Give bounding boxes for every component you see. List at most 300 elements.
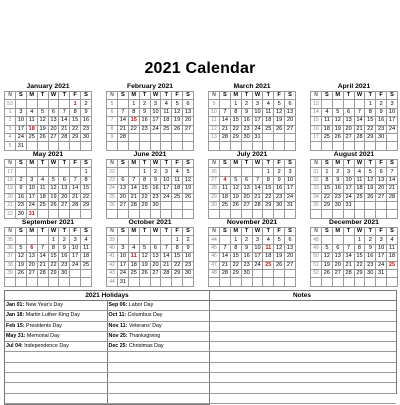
day-cell: 14 bbox=[37, 253, 48, 261]
weekday-header: M bbox=[230, 160, 241, 168]
day-cell: 3 bbox=[285, 168, 296, 176]
weekday-header: T bbox=[241, 160, 252, 168]
day-cell: 6 bbox=[285, 100, 296, 108]
day-cell: 3 bbox=[387, 100, 398, 108]
day-cell: 30 bbox=[183, 269, 194, 277]
month-grid bbox=[4, 227, 92, 287]
day-cell: 1 bbox=[48, 236, 59, 244]
day-cell: 30 bbox=[365, 269, 376, 277]
day-cell: 11 bbox=[37, 185, 48, 193]
holiday-date: Nov 11: bbox=[108, 322, 128, 329]
day-cell bbox=[26, 100, 37, 108]
day-cell: 24 bbox=[376, 261, 387, 269]
day-cell: 22 bbox=[70, 125, 81, 133]
day-cell: 11 bbox=[26, 117, 37, 125]
week-number bbox=[209, 210, 220, 218]
weekday-header: S bbox=[183, 160, 194, 168]
week-number: 24 bbox=[107, 185, 118, 193]
week-number-header: N bbox=[107, 92, 118, 100]
weekday-header: T bbox=[343, 92, 354, 100]
day-cell bbox=[343, 278, 354, 286]
day-cell bbox=[150, 236, 161, 244]
day-cell bbox=[37, 210, 48, 218]
day-cell bbox=[263, 142, 274, 150]
week-number: 21 bbox=[5, 201, 16, 209]
day-cell: 7 bbox=[220, 108, 231, 116]
day-cell: 16 bbox=[376, 117, 387, 125]
week-number: 35 bbox=[311, 201, 322, 209]
weekday-header: F bbox=[70, 92, 81, 100]
holiday-entry bbox=[107, 311, 209, 321]
holiday-entry bbox=[107, 393, 209, 403]
day-cell: 20 bbox=[241, 193, 252, 201]
holiday-name: Veterans' Day bbox=[128, 322, 162, 329]
weekday-header: S bbox=[387, 160, 398, 168]
day-cell: 16 bbox=[183, 253, 194, 261]
notes-line[interactable] bbox=[208, 332, 396, 342]
day-cell bbox=[172, 142, 183, 150]
weekday-header: T bbox=[241, 228, 252, 236]
day-cell: 29 bbox=[81, 201, 92, 209]
day-cell: 4 bbox=[37, 176, 48, 184]
day-cell: 23 bbox=[81, 125, 92, 133]
day-cell: 21 bbox=[387, 185, 398, 193]
day-cell: 17 bbox=[26, 193, 37, 201]
weekday-header: T bbox=[139, 160, 150, 168]
weekday-header: T bbox=[37, 228, 48, 236]
day-cell: 8 bbox=[81, 176, 92, 184]
month-name: June 2021 bbox=[133, 151, 167, 158]
day-cell: 11 bbox=[220, 185, 231, 193]
day-cell bbox=[376, 142, 387, 150]
day-cell: 23 bbox=[139, 125, 150, 133]
holiday-row bbox=[5, 383, 209, 393]
week-number: 23 bbox=[107, 176, 118, 184]
day-cell: 3 bbox=[343, 168, 354, 176]
day-cell: 9 bbox=[365, 244, 376, 252]
week-number: 39 bbox=[5, 269, 16, 277]
day-cell: 18 bbox=[161, 117, 172, 125]
holiday-date: Oct 11: bbox=[108, 312, 127, 319]
day-cell bbox=[332, 142, 343, 150]
week-number: 28 bbox=[209, 185, 220, 193]
day-cell: 3 bbox=[376, 236, 387, 244]
day-cell bbox=[150, 133, 161, 141]
day-cell bbox=[118, 142, 129, 150]
week-number: 36 bbox=[5, 244, 16, 252]
day-cell: 21 bbox=[220, 261, 231, 269]
week-number: 5 bbox=[5, 142, 16, 150]
day-cell: 19 bbox=[37, 125, 48, 133]
day-cell: 21 bbox=[220, 125, 231, 133]
day-cell: 29 bbox=[230, 269, 241, 277]
week-number bbox=[311, 278, 322, 286]
day-cell bbox=[332, 100, 343, 108]
day-cell: 17 bbox=[70, 253, 81, 261]
day-cell: 22 bbox=[263, 193, 274, 201]
day-cell: 25 bbox=[263, 125, 274, 133]
holiday-name: Thanksgiving bbox=[129, 333, 161, 340]
day-cell: 31 bbox=[252, 133, 263, 141]
day-cell bbox=[48, 100, 59, 108]
weekday-header: T bbox=[161, 228, 172, 236]
day-cell: 22 bbox=[230, 125, 241, 133]
week-number: 5 bbox=[107, 100, 118, 108]
holiday-name: Christmas Day bbox=[128, 343, 164, 350]
day-cell: 9 bbox=[81, 108, 92, 116]
day-cell bbox=[70, 269, 81, 277]
day-cell: 3 bbox=[252, 236, 263, 244]
weekday-header: T bbox=[161, 160, 172, 168]
holiday-row bbox=[5, 362, 209, 372]
day-cell: 22 bbox=[322, 193, 333, 201]
day-cell: 26 bbox=[183, 193, 194, 201]
day-cell: 15 bbox=[354, 253, 365, 261]
notes-line[interactable] bbox=[208, 394, 396, 404]
day-cell: 21 bbox=[70, 193, 81, 201]
day-cell: 24 bbox=[387, 125, 398, 133]
week-number: 12 bbox=[209, 125, 220, 133]
day-cell: 18 bbox=[81, 253, 92, 261]
day-cell: 29 bbox=[230, 133, 241, 141]
holiday-entry bbox=[107, 373, 209, 383]
month-grid bbox=[106, 227, 194, 287]
day-cell bbox=[230, 278, 241, 286]
holiday-entry bbox=[5, 352, 107, 362]
day-cell bbox=[37, 168, 48, 176]
day-cell bbox=[263, 210, 274, 218]
day-cell: 5 bbox=[37, 108, 48, 116]
day-cell: 31 bbox=[376, 269, 387, 277]
day-cell: 16 bbox=[241, 117, 252, 125]
week-number: 35 bbox=[5, 236, 16, 244]
day-cell: 10 bbox=[252, 244, 263, 252]
week-number: 37 bbox=[5, 253, 16, 261]
weekday-header: W bbox=[252, 228, 263, 236]
week-number: 13 bbox=[209, 133, 220, 141]
week-number: 17 bbox=[311, 133, 322, 141]
day-cell bbox=[322, 278, 333, 286]
week-number: 26 bbox=[209, 168, 220, 176]
month-name: February 2021 bbox=[126, 83, 174, 90]
notes-line[interactable] bbox=[208, 352, 396, 362]
weekday-header: S bbox=[220, 160, 231, 168]
day-cell bbox=[230, 168, 241, 176]
notes-line[interactable] bbox=[208, 311, 396, 321]
notes-line[interactable] bbox=[208, 342, 396, 352]
day-cell bbox=[128, 168, 139, 176]
day-cell: 12 bbox=[48, 185, 59, 193]
month-grid bbox=[4, 159, 92, 219]
week-number: 8 bbox=[107, 125, 118, 133]
weekday-header: S bbox=[387, 92, 398, 100]
day-cell: 1 bbox=[263, 168, 274, 176]
day-cell: 7 bbox=[252, 176, 263, 184]
day-cell bbox=[118, 210, 129, 218]
day-cell bbox=[343, 236, 354, 244]
day-cell bbox=[376, 210, 387, 218]
day-cell: 28 bbox=[70, 201, 81, 209]
month-name: December 2021 bbox=[329, 219, 379, 226]
month-grid bbox=[4, 91, 92, 151]
day-cell: 20 bbox=[343, 125, 354, 133]
day-cell bbox=[118, 236, 129, 244]
day-cell: 22 bbox=[128, 125, 139, 133]
day-cell: 27 bbox=[343, 133, 354, 141]
holiday-row bbox=[5, 301, 209, 311]
weekday-header: T bbox=[59, 228, 70, 236]
day-cell: 5 bbox=[274, 100, 285, 108]
day-cell: 22 bbox=[354, 261, 365, 269]
day-cell: 24 bbox=[118, 269, 129, 277]
day-cell: 10 bbox=[387, 108, 398, 116]
day-cell bbox=[172, 278, 183, 286]
month-calendar bbox=[4, 82, 92, 151]
month-calendar bbox=[208, 218, 296, 287]
week-number: 39 bbox=[107, 236, 118, 244]
day-cell: 14 bbox=[118, 117, 129, 125]
weekday-header: F bbox=[70, 228, 81, 236]
day-cell: 6 bbox=[48, 108, 59, 116]
weekday-header: M bbox=[332, 228, 343, 236]
day-cell: 6 bbox=[118, 176, 129, 184]
day-cell: 2 bbox=[332, 168, 343, 176]
day-cell: 14 bbox=[220, 253, 231, 261]
day-cell: 11 bbox=[81, 244, 92, 252]
day-cell: 7 bbox=[59, 108, 70, 116]
holiday-date: Jan 18: bbox=[6, 312, 25, 319]
day-cell: 6 bbox=[343, 108, 354, 116]
day-cell: 7 bbox=[70, 176, 81, 184]
day-cell bbox=[241, 142, 252, 150]
day-cell: 17 bbox=[118, 261, 129, 269]
day-cell: 30 bbox=[241, 133, 252, 141]
day-cell: 10 bbox=[285, 176, 296, 184]
day-cell: 17 bbox=[161, 185, 172, 193]
notes-lines bbox=[208, 301, 396, 404]
day-cell bbox=[139, 210, 150, 218]
day-cell: 29 bbox=[139, 201, 150, 209]
day-cell bbox=[274, 210, 285, 218]
day-cell: 9 bbox=[241, 108, 252, 116]
day-cell: 28 bbox=[387, 193, 398, 201]
month-calendar bbox=[208, 82, 296, 151]
weekday-header: T bbox=[139, 92, 150, 100]
notes-line[interactable] bbox=[208, 363, 396, 373]
notes-box bbox=[208, 290, 397, 394]
day-cell bbox=[70, 142, 81, 150]
day-cell: 12 bbox=[332, 117, 343, 125]
day-cell bbox=[365, 210, 376, 218]
day-cell: 24 bbox=[161, 193, 172, 201]
day-cell: 5 bbox=[365, 168, 376, 176]
day-cell: 23 bbox=[332, 193, 343, 201]
day-cell: 26 bbox=[139, 269, 150, 277]
day-cell: 27 bbox=[48, 133, 59, 141]
day-cell: 3 bbox=[118, 244, 129, 252]
day-cell bbox=[139, 133, 150, 141]
day-cell bbox=[274, 142, 285, 150]
day-cell: 10 bbox=[161, 176, 172, 184]
day-cell bbox=[354, 201, 365, 209]
holiday-date: May 31: bbox=[6, 333, 26, 340]
day-cell bbox=[285, 142, 296, 150]
day-cell: 1 bbox=[81, 168, 92, 176]
holiday-row bbox=[5, 311, 209, 321]
week-number: 40 bbox=[107, 244, 118, 252]
day-cell: 26 bbox=[48, 201, 59, 209]
holiday-entry bbox=[5, 321, 107, 331]
day-cell: 5 bbox=[183, 168, 194, 176]
weekday-header: T bbox=[161, 92, 172, 100]
week-number bbox=[311, 142, 322, 150]
day-cell: 14 bbox=[70, 185, 81, 193]
day-cell: 13 bbox=[332, 253, 343, 261]
week-number bbox=[107, 142, 118, 150]
day-cell: 10 bbox=[26, 185, 37, 193]
day-cell: 31 bbox=[118, 278, 129, 286]
day-cell bbox=[150, 278, 161, 286]
day-cell bbox=[241, 168, 252, 176]
day-cell: 20 bbox=[183, 117, 194, 125]
day-cell bbox=[252, 142, 263, 150]
day-cell: 10 bbox=[376, 244, 387, 252]
holiday-name: Martin Luther King Day bbox=[25, 312, 80, 319]
day-cell: 22 bbox=[139, 193, 150, 201]
week-number: 22 bbox=[107, 168, 118, 176]
weekday-header: S bbox=[16, 228, 27, 236]
week-number: 27 bbox=[209, 176, 220, 184]
day-cell: 25 bbox=[26, 133, 37, 141]
day-cell bbox=[16, 100, 27, 108]
weekday-header: W bbox=[252, 160, 263, 168]
week-number-header: N bbox=[5, 160, 16, 168]
day-cell: 24 bbox=[16, 133, 27, 141]
week-number: 34 bbox=[311, 193, 322, 201]
week-number: 52 bbox=[311, 269, 322, 277]
notes-line[interactable] bbox=[208, 373, 396, 383]
month-grid bbox=[106, 91, 194, 151]
weekday-header: M bbox=[230, 92, 241, 100]
weekday-header: T bbox=[263, 228, 274, 236]
notes-line[interactable] bbox=[208, 322, 396, 332]
day-cell bbox=[59, 100, 70, 108]
day-cell: 7 bbox=[161, 244, 172, 252]
day-cell: 23 bbox=[365, 261, 376, 269]
day-cell: 30 bbox=[150, 201, 161, 209]
day-cell bbox=[183, 201, 194, 209]
holiday-entry bbox=[107, 342, 209, 352]
weekday-header: F bbox=[274, 228, 285, 236]
day-cell: 2 bbox=[150, 168, 161, 176]
day-cell: 12 bbox=[274, 108, 285, 116]
week-number: 29 bbox=[209, 193, 220, 201]
holiday-date: Dec 25: bbox=[108, 343, 128, 350]
notes-line[interactable] bbox=[208, 383, 396, 393]
day-cell: 29 bbox=[263, 201, 274, 209]
weekday-header: M bbox=[332, 92, 343, 100]
day-cell bbox=[322, 100, 333, 108]
day-cell: 15 bbox=[230, 117, 241, 125]
month-calendar bbox=[106, 150, 194, 219]
weekday-header: S bbox=[118, 160, 129, 168]
day-cell: 29 bbox=[322, 201, 333, 209]
weekday-header: S bbox=[81, 228, 92, 236]
day-cell: 9 bbox=[150, 176, 161, 184]
month-grid bbox=[310, 91, 398, 151]
weekday-header: S bbox=[220, 228, 231, 236]
day-cell: 9 bbox=[139, 108, 150, 116]
day-cell bbox=[183, 133, 194, 141]
day-cell: 16 bbox=[81, 117, 92, 125]
day-cell: 25 bbox=[172, 193, 183, 201]
day-cell: 3 bbox=[26, 176, 37, 184]
day-cell bbox=[354, 142, 365, 150]
day-cell: 12 bbox=[274, 244, 285, 252]
day-cell bbox=[16, 168, 27, 176]
week-number bbox=[209, 142, 220, 150]
day-cell bbox=[241, 210, 252, 218]
day-cell bbox=[322, 210, 333, 218]
week-number: 44 bbox=[107, 278, 118, 286]
day-cell: 30 bbox=[81, 133, 92, 141]
holiday-day-cell: 6 bbox=[26, 244, 37, 252]
weekday-header: T bbox=[343, 160, 354, 168]
day-cell: 20 bbox=[59, 193, 70, 201]
day-cell: 18 bbox=[172, 185, 183, 193]
day-cell: 19 bbox=[139, 261, 150, 269]
day-cell: 17 bbox=[150, 117, 161, 125]
day-cell: 2 bbox=[16, 176, 27, 184]
day-cell bbox=[252, 168, 263, 176]
week-number: 11 bbox=[209, 117, 220, 125]
day-cell bbox=[81, 142, 92, 150]
day-cell bbox=[365, 142, 376, 150]
month-calendar bbox=[106, 218, 194, 287]
notes-line[interactable] bbox=[208, 301, 396, 311]
day-cell bbox=[285, 269, 296, 277]
day-cell: 16 bbox=[59, 253, 70, 261]
day-cell: 14 bbox=[354, 117, 365, 125]
day-cell: 23 bbox=[150, 193, 161, 201]
month-calendar bbox=[310, 150, 398, 219]
holiday-day-cell: 31 bbox=[26, 210, 37, 218]
day-cell: 18 bbox=[263, 117, 274, 125]
day-cell bbox=[387, 269, 398, 277]
day-cell: 26 bbox=[274, 125, 285, 133]
day-cell: 18 bbox=[220, 193, 231, 201]
holiday-entry bbox=[107, 383, 209, 393]
weekday-header: S bbox=[118, 228, 129, 236]
day-cell: 21 bbox=[59, 125, 70, 133]
weekday-header: T bbox=[37, 92, 48, 100]
day-cell bbox=[183, 210, 194, 218]
weekday-header: S bbox=[16, 160, 27, 168]
day-cell: 27 bbox=[26, 269, 37, 277]
day-cell: 24 bbox=[70, 261, 81, 269]
day-cell bbox=[285, 278, 296, 286]
week-number-header: N bbox=[311, 160, 322, 168]
day-cell: 23 bbox=[183, 261, 194, 269]
day-cell: 26 bbox=[16, 269, 27, 277]
day-cell: 9 bbox=[332, 176, 343, 184]
holiday-entry bbox=[107, 362, 209, 372]
week-number: 30 bbox=[209, 201, 220, 209]
weekday-header: S bbox=[16, 92, 27, 100]
week-number: 47 bbox=[209, 261, 220, 269]
week-number bbox=[107, 210, 118, 218]
day-cell bbox=[252, 269, 263, 277]
